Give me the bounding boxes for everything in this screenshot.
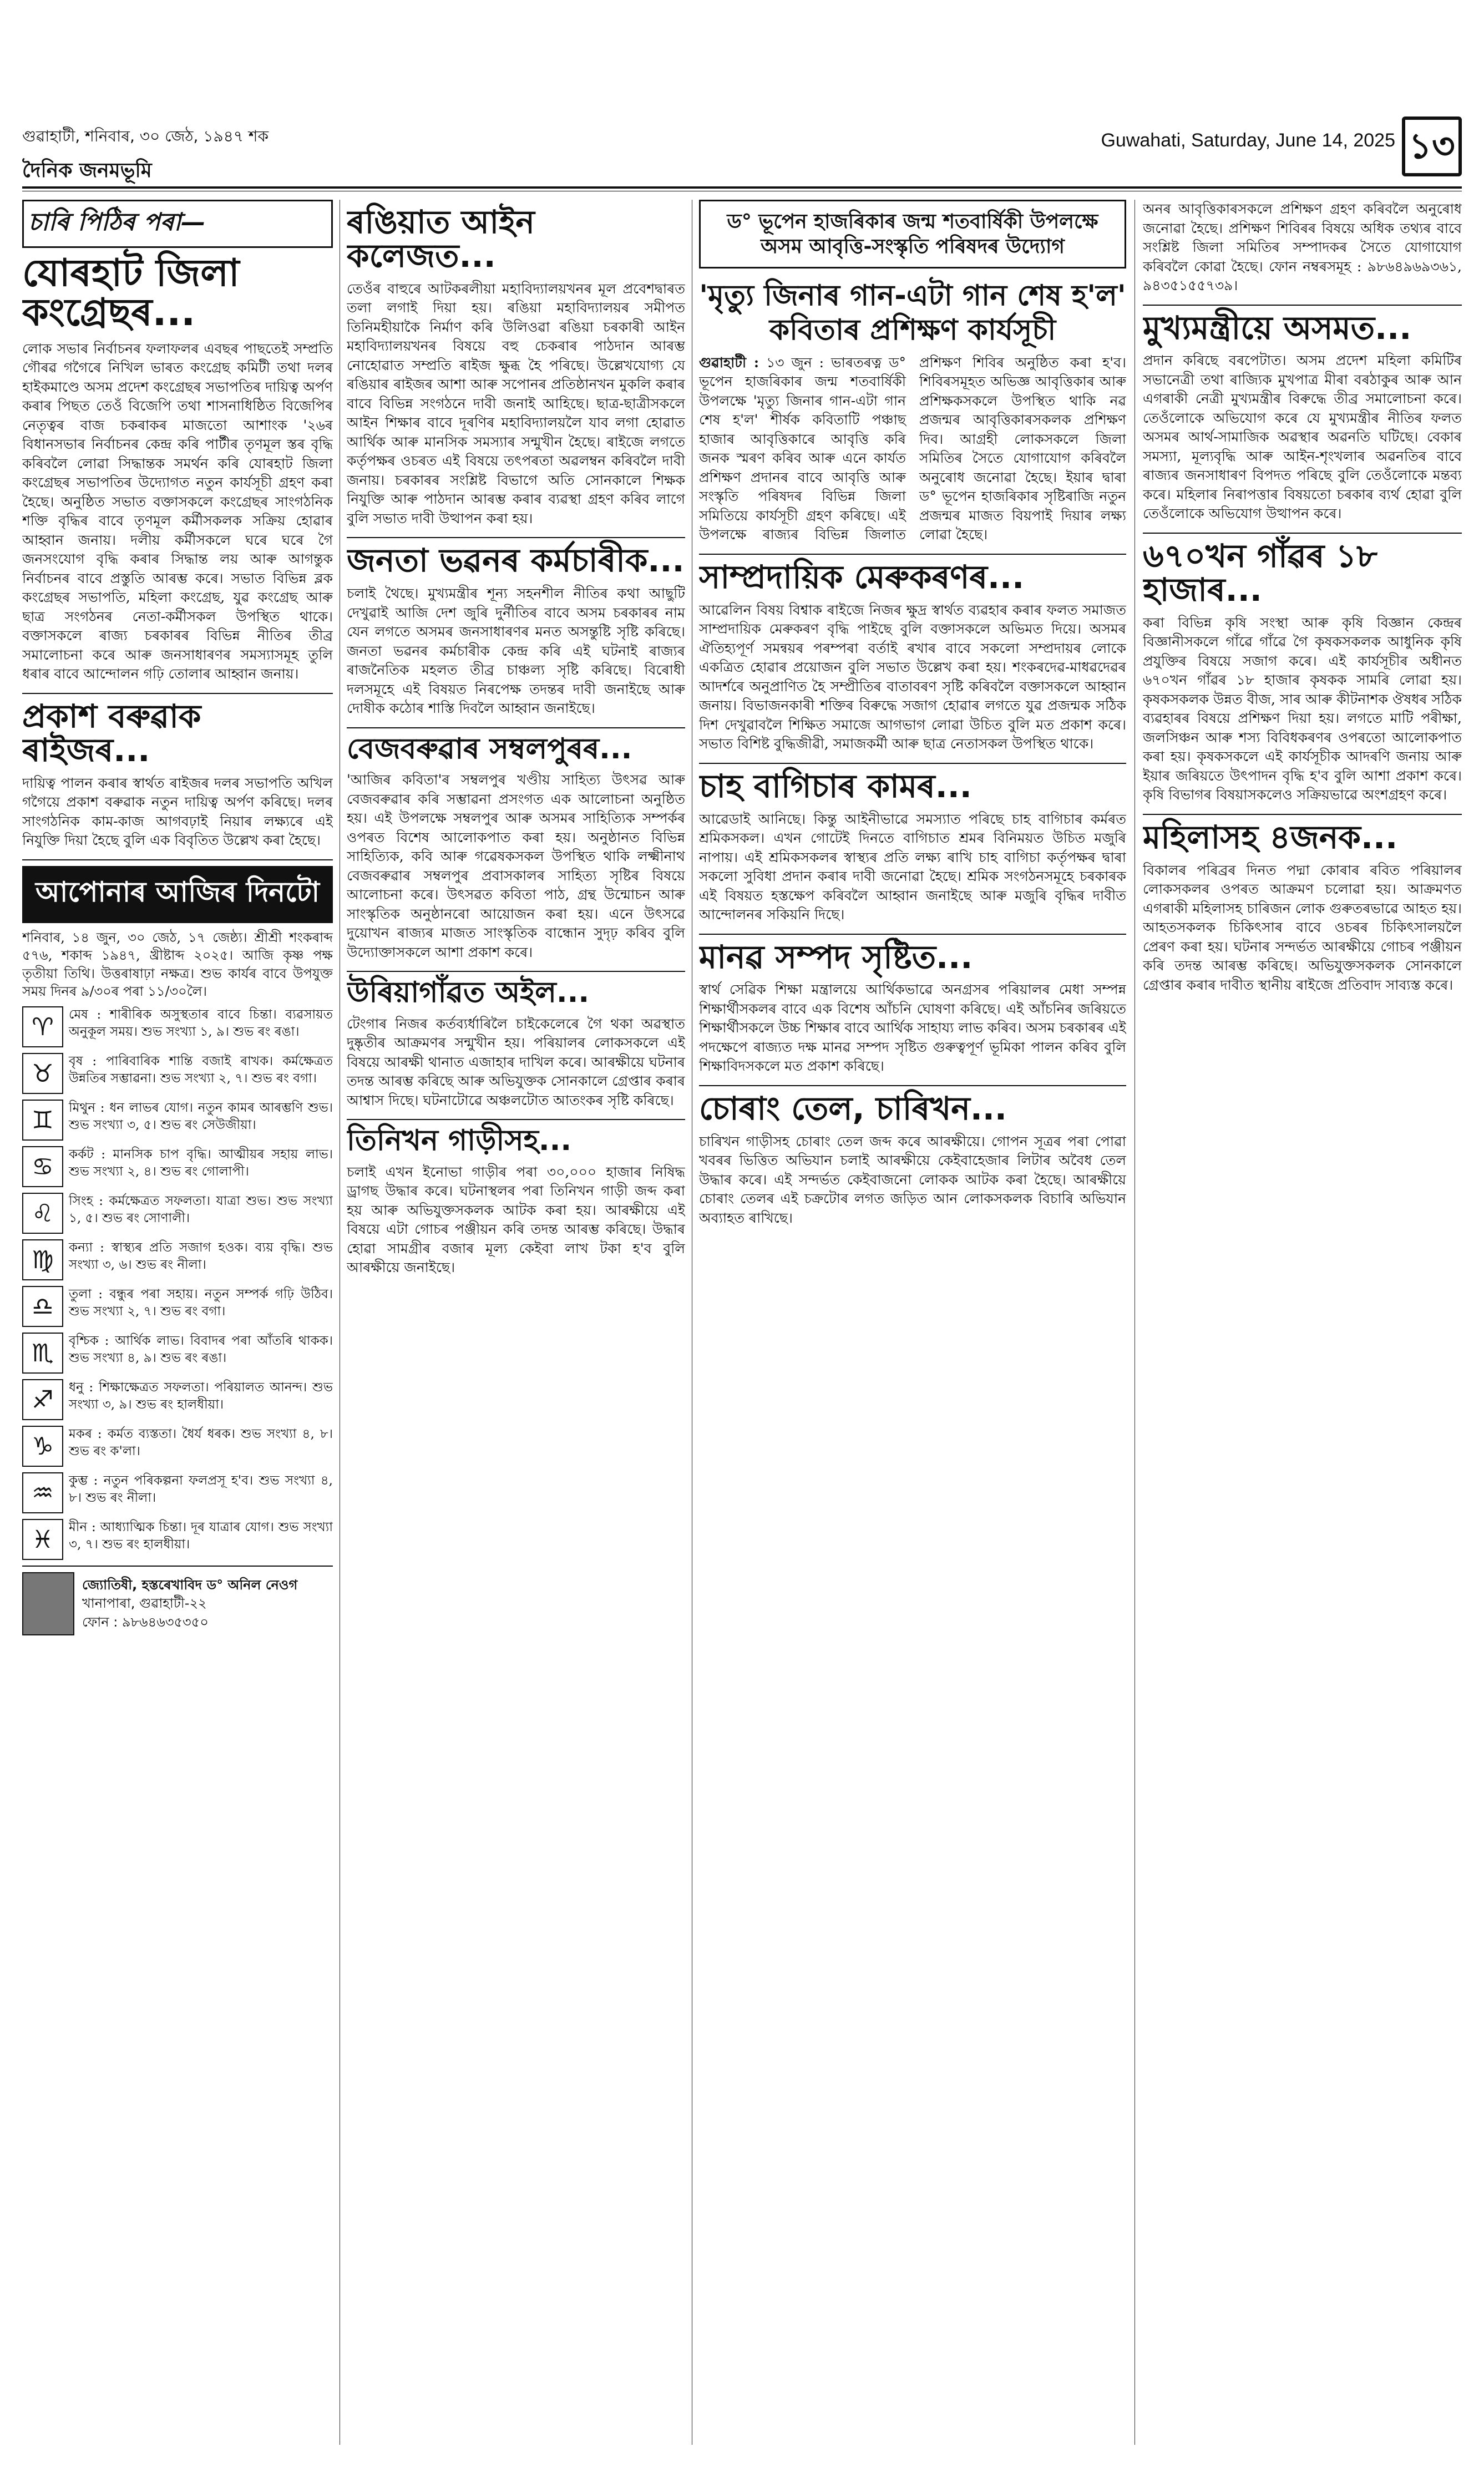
- header-date-assamese: গুৱাহাটী, শনিবাৰ, ৩০ জেঠ, ১৯৪৭ শক: [22, 127, 269, 145]
- article-continuation: অনৰ আবৃত্তিকাৰসকলে প্ৰশিক্ষণ গ্ৰহণ কৰিবলৈ অনুৰোধ জনোৱা হৈছে। প্ৰশিক্ষণ শিবিৰৰ বিষয়ে অধিক তথ্যৰ বাবে সংশ্লিষ্ট জিলা সমিতিৰ সম্পাদকৰ সৈতে যোগাযোগ কৰিবলৈ কোৱা হৈছে। ফোন নম্বৰসমূহ : ৯৮৬৪৯৬৯৩৬১, ৯৪৩৫১৫৫৭৩৯।: [1143, 201, 1462, 293]
- divider: [699, 554, 1126, 555]
- leo-icon: ♌: [22, 1193, 63, 1234]
- horoscope-item: [22, 1379, 333, 1420]
- horoscope-item: [22, 1100, 333, 1141]
- virgo-icon: ♍: [22, 1239, 63, 1280]
- headline-670-villages: ৬৭০খন গাঁৱৰ ১৮ হাজাৰ...: [1143, 536, 1377, 609]
- sagittarius-icon: ♐: [22, 1379, 63, 1420]
- section-kicker: চাৰি পিঠিৰ পৰা—: [22, 200, 333, 248]
- headline-janata-bhawan: জনতা ভৱনৰ কৰ্মচাৰীক...: [347, 541, 685, 580]
- headline-four-including-woman: মহিলাসহ ৪জনক...: [1143, 818, 1398, 856]
- horoscope-item: [22, 1146, 333, 1187]
- headline-three-vehicles: তিনিখন গাড়ীসহ...: [347, 1124, 572, 1158]
- aquarius-icon: ♒: [22, 1472, 63, 1513]
- horoscope-item: [22, 1426, 333, 1467]
- divider: [1143, 305, 1462, 306]
- horoscope-title: আপোনাৰ আজিৰ দিনটো: [22, 866, 333, 923]
- divider: [347, 1119, 685, 1120]
- almanac-text: শনিবাৰ, ১৪ জুন, ৩০ জেঠ, ১৭ জেষ্ঠ্য। শ্ৰীশ্ৰী শংকৰাব্দ ৫৭৬, শকাব্দ ১৯৪৭, খ্ৰীষ্টাব্দ ২০২৫। আজি কৃষ্ণ পক্ষ তৃতীয়া তিথি। উত্তৰাষাঢ়া নক্ষত্ৰ। শুভ কাৰ্যৰ বাবে উপযুক্ত সময় দিনৰ ৯/৩০ৰ পৰা ১১/৩০লৈ।: [22, 929, 333, 1000]
- divider: [699, 934, 1126, 935]
- article-body: আৱেলিন বিষয় বিশ্বাক ৰাইজে নিজৰ ক্ষুদ্ৰ স্বাৰ্থত ব্যৱহাৰ কৰাৰ ফলত সমাজত সাম্প্ৰদায়িক মেৰুকৰণ বৃদ্ধি পাইছে বুলি বক্তাসকলে অভিমত দিয়ে। অসমৰ ঐতিহ্যপূৰ্ণ সমন্বয়ৰ পৰম্পৰা বৰ্তাই ৰখাৰ বাবে সকলো সম্প্ৰদায়ৰ লোকে একত্ৰিত হোৱাৰ প্ৰয়োজন বুলি সভাত উল্লেখ কৰা হয়। শংকৰদেৱ-মাধৱদেৱৰ আদৰ্শৰে অনুপ্ৰাণিত হৈ সম্প্ৰীতিৰ বাতাবৰণ সৃষ্টি কৰিবলৈ বক্তাসকলে আহ্বান জনায়। বিভাজনকাৰী শক্তিৰ বিৰুদ্ধে সজাগ হোৱাৰ লগতে যুৱ প্ৰজন্মক সঠিক দিশ দেখুৱাবলৈ শিক্ষিত সমাজে আগভাগ লোৱা উচিত বুলি মত প্ৰকাশ কৰে। সভাত বিশিষ্ট বুদ্ধিজীৱী, সমাজকৰ্মী আৰু ছাত্ৰ নেতাসকল উপস্থিত থাকে।: [699, 601, 1126, 752]
- article-body: বিকালৰ পৰিব্ৰৰ দিনত পদ্মা কোৰাৰ ৰবিত পৰিয়ালৰ লোকসকলৰ ওপৰত আক্ৰমণ চলোৱা হয়। আক্ৰমণত এগৰাকী মহিলাসহ চাৰিজন লোক গুৰুতৰভাৱে আহত হয়। আহতসকলক চিকিৎসাৰ বাবে ওচৰৰ চিকিৎসালয়লৈ প্ৰেৰণ কৰা হয়। ঘটনাৰ সন্দৰ্ভত আৰক্ষীয়ে গোচৰ পঞ্জীয়ন কৰি তদন্ত আৰম্ভ কৰিছে। অভিযুক্তসকলক সোনকালে গ্ৰেপ্তাৰ কৰাৰ দাবীত স্থানীয় ৰাইজে প্ৰতিবাদ সাব্যস্ত কৰে।: [1143, 862, 1462, 993]
- divider: [347, 537, 685, 538]
- horoscope-item: [22, 1193, 333, 1234]
- masthead: [22, 116, 1462, 200]
- divider: [347, 727, 685, 728]
- horoscope-text: মীন : আধ্যাত্মিক চিন্তা। দূৰ যাত্ৰাৰ যোগ। শুভ সংখ্যা ৩, ৭। শুভ ৰং হালধীয়া।: [69, 1520, 333, 1552]
- headline-communal-polarisation: সাম্প্ৰদায়িক মেৰুকৰণৰ...: [699, 558, 1025, 596]
- horoscope-text: মিথুন : ধন লাভৰ যোগ। নতুন কামৰ আৰম্ভণি শুভ। শুভ সংখ্যা ৩, ৫। শুভ ৰং সেউজীয়া।: [69, 1101, 333, 1132]
- horoscope-text: বৃশ্চিক : আৰ্থিক লাভ। বিবাদৰ পৰা আঁতৰি থাকক। শুভ সংখ্যা ৪, ৯। শুভ ৰং ৰঙা।: [69, 1334, 333, 1365]
- horoscope-text: কন্যা : স্বাস্থ্যৰ প্ৰতি সজাগ হওক। ব্যয় বৃদ্ধি। শুভ সংখ্যা ৩, ৬। শুভ ৰং নীলা।: [69, 1240, 333, 1272]
- column-2: [347, 200, 685, 2445]
- headline-smuggled-oil: চোৰাং তেল, চাৰিখন...: [699, 1089, 1007, 1127]
- horoscope-item: [22, 1333, 333, 1374]
- headline-tea-garden: চাহ বাগিচাৰ কামৰ...: [699, 767, 972, 805]
- divider: [347, 971, 685, 972]
- aries-icon: ♈: [22, 1006, 63, 1047]
- column-1: [22, 200, 333, 2445]
- feature-headline: 'মৃত্যু জিনাৰ গান-এটা গান শেষ হ'ল' কবিতাৰ প্ৰশিক্ষণ কাৰ্যসূচী: [699, 279, 1126, 347]
- headline-rangia-law-college: ৰঙিয়াত আইন কলেজত...: [347, 203, 535, 275]
- page-number: ১৩: [1402, 116, 1462, 176]
- horoscope-text: কৰ্কট : মানসিক চাপ বৃদ্ধি। আত্মীয়ৰ সহায় লাভ। শুভ সংখ্যা ২, ৪। শুভ ৰং গোলাপী।: [69, 1147, 333, 1179]
- article-body: তেওঁৰ বাহুৰে আটকৰলীয়া মহাবিদ্যালয়খনৰ মূল প্ৰবেশদ্বাৰত তলা লগাই দিয়া হয়। ৰঙিয়া মহাবিদ্যালয়ৰ সমীপত তিনিমহীয়াকৈ নিৰ্মাণ কৰি উলিওৱা ৰঙিয়া চৰকাৰী আইন মহাবিদ্যালয়খনৰ বিষয়ে বহু চেকৰাৰ পাঠদান আৰম্ভ নোহোৱাত সম্প্ৰতি ৰাইজ ক্ষুব্ধ হৈ পৰিছে। উল্লেখযোগ্য যে ৰঙিয়াৰ ৰাইজৰ আশা আৰু সপোনৰ প্ৰতিষ্ঠানখন মুকলি কৰাৰ বাবে বিভিন্ন সংগঠনে দাবী জনাই আহিছে। ছাত্ৰ-ছাত্ৰীসকলে আইন শিক্ষাৰ বাবে দূৰণিৰ মহাবিদ্যালয়লৈ যাব লগা হোৱাত আৰ্থিক আৰু মানসিক সমস্যাৰ সন্মুখীন হৈছে। ৰাইজে লগতে কৰ্তৃপক্ষৰ ওচৰত এই বিষয়ে তৎপৰতা অৱলম্বন কৰিবলৈ দাবী জনায়। চৰকাৰৰ সংশ্লিষ্ট বিভাগে অতি সোনকালে শিক্ষক নিযুক্তি আৰু পাঠদান আৰম্ভ কৰাৰ ব্যৱস্থা গ্ৰহণ কৰিব লাগে বুলি সভাত দাবী উত্থাপন কৰা হয়।: [347, 280, 685, 526]
- astrologer-place: খানাপাৰা, গুৱাহাটী-২২: [82, 1595, 207, 1612]
- article-body: লোক সভাৰ নিৰ্বাচনৰ ফলাফলৰ এবছৰ পাছতেই সম্প্ৰতি গৌৰৱ গগৈৰে নিখিল ভাৰত কংগ্ৰেছ কমিটী তথা দলৰ হাইকমাণ্ডে অসম প্ৰদেশ কংগ্ৰেছৰ সভাপতিৰ দায়িত্ব অৰ্পণ কৰাৰ পিছত তেওঁ বিজেপি তথা শাসনাধিষ্ঠিত বিজেপিৰ নেতৃত্বৰ বাজ চকৰাকৰ মাজতো আশাংক '২৬ৰ বিধানসভাৰ নিৰ্বাচনৰ কেন্দ্ৰ কৰি পাৰ্টীৰ তৃণমূল স্তৰ বৃদ্ধি কৰিবলৈ লোৱা সিদ্ধান্তক সমৰ্থন কৰি যোৰহাট জিলা কংগ্ৰেছৰ সভাপতিৰ উদ্যোগত নতুন কাৰ্যসূচী গ্ৰহণ কৰা হৈছে। অনুষ্ঠিত সভাত বক্তাসকলে কংগ্ৰেছৰ সাংগঠনিক শক্তি বৃদ্ধিৰ বাবে তৃণমূল কৰ্মীসকলক সক্ৰিয় হোৱাৰ আহ্বান জনায়। দলীয় কৰ্মীসকলে ঘৰে ঘৰে গৈ জনসংযোগ বৃদ্ধি কৰাৰ সিদ্ধান্ত লয় আৰু আগন্তুক নিৰ্বাচনৰ বাবে প্ৰস্তুতি আৰম্ভ কৰে। সভাত বিভিন্ন ব্লক কংগ্ৰেছৰ সভাপতি, মহিলা কংগ্ৰেছ, যুৱ কংগ্ৰেছ আৰু ছাত্ৰ সংগঠনৰ নেতা-কৰ্মীসকল উপস্থিত থাকে। বক্তাসকলে ৰাজ্য চৰকাৰৰ বিভিন্ন নীতিৰ তীব্ৰ সমালোচনা কৰে আৰু জনসাধাৰণৰ সমস্যাসমূহ তুলি ধৰাৰ বাবে আন্দোলন গঢ়ি তোলাৰ আহ্বান জনায়।: [22, 340, 333, 682]
- article-body: দায়িত্ব পালন কৰাৰ স্বাৰ্থত ৰাইজৰ দলৰ সভাপতি অখিল গগৈয়ে প্ৰকাশ বৰুৱাক নতুন দায়িত্ব অৰ্পণ কৰিছে। দলৰ সাংগঠনিক কাম-কাজ আগবঢ়াই নিয়াৰ লক্ষ্যৰে এই নিযুক্তি দিয়া হৈছে বুলি এক বিবৃতিত উল্লেখ কৰা হৈছে।: [22, 774, 333, 849]
- headline-chief-minister: মুখ্যমন্ত্ৰীয়ে অসমত...: [1143, 308, 1412, 347]
- paper-name: দৈনিক জনমভূমি: [22, 159, 152, 182]
- horoscope-text: মকৰ : কৰ্মত ব্যস্ততা। ধৈৰ্য ধৰক। শুভ সংখ্যা ৪, ৮। শুভ ৰং ক'লা।: [69, 1427, 333, 1458]
- divider: [699, 1085, 1126, 1086]
- horoscope-text: কুম্ভ : নতুন পৰিকল্পনা ফলপ্ৰসূ হ'ব। শুভ সংখ্যা ৪, ৮। শুভ ৰং নীলা।: [69, 1473, 333, 1505]
- taurus-icon: ♉: [22, 1053, 63, 1094]
- gemini-icon: ♊: [22, 1100, 63, 1141]
- horoscope-text: বৃষ : পাৰিবাৰিক শান্তি বজাই ৰাখক। কৰ্মক্ষেত্ৰত উন্নতিৰ সম্ভাৱনা। শুভ সংখ্যা ২, ৭। শুভ ৰং বগা।: [69, 1054, 333, 1086]
- astrologer-name: জ্যোতিষী, হস্তৰেখাবিদ ড° অনিল নেওগ: [82, 1577, 298, 1593]
- headline-uriagaon-oil: উৰিয়াগাঁৱত অইল...: [347, 976, 590, 1010]
- divider: [1143, 814, 1462, 815]
- header-date-english: Guwahati, Saturday, June 14, 2025: [1101, 130, 1395, 151]
- article-body: চাৰিখন গাড়ীসহ চোৰাং তেল জব্দ কৰে আৰক্ষীয়ে। গোপন সূত্ৰৰ পৰা পোৱা খবৰৰ ভিত্তিত অভিযান চলাই আৰক্ষীয়ে কেইবাহেজাৰ লিটাৰ অবৈধ তেল উদ্ধাৰ কৰে। এই সন্দৰ্ভত কেইবাজনো লোকক আটক কৰা হৈছে। আৰক্ষীয়ে চোৰাং তেলৰ এই চক্ৰটোৰ লগত জড়িত আন লোকসকলক বিচাৰি অভিযান অব্যাহত ৰাখিছে।: [699, 1133, 1126, 1226]
- column-divider: [1134, 200, 1135, 2445]
- astrologer-phone: ফোন : ৯৮৬৪৬৩৫৩৫০: [82, 1614, 209, 1630]
- headline-prakash-baruah: প্ৰকাশ বৰুৱাক ৰাইজৰ...: [22, 697, 201, 769]
- cancer-icon: ♋: [22, 1146, 63, 1187]
- scorpio-icon: ♏: [22, 1333, 63, 1374]
- article-body: 'আজিৰ কবিতা'ৰ সম্বলপুৰ খণ্ডীয় সাহিত্য উৎসৱ আৰু বেজবৰুৱাৰ কৰি সম্ভাৱনা প্ৰসংগত এক আলোচনা অনুষ্ঠিত হয়। এই উপলক্ষে সম্বলপুৰ আৰু অসমৰ সাহিত্যিক সম্পৰ্কৰ ওপৰত বিশেষ আলোকপাত কৰা হয়। অনুষ্ঠানত বিভিন্ন সাহিত্যিক, কবি আৰু গৱেষকসকল উপস্থিত থাকি লক্ষ্মীনাথ বেজবৰুৱাৰ সম্বলপুৰ প্ৰবাসকালৰ সাহিত্য সৃষ্টিৰ বিষয়ে আলোচনা কৰে। উৎসৱত কবিতা পাঠ, গ্ৰন্থ উন্মোচন আৰু সাংস্কৃতিক অনুষ্ঠানৰো আয়োজন কৰা হয়। এনে উৎসৱে দুয়োখন ৰাজ্যৰ মাজত সাংস্কৃতিক বান্ধোন সুদৃঢ় কৰিব বুলি উদ্যোক্তাসকলে আশা প্ৰকাশ কৰে।: [347, 772, 685, 960]
- horoscope-item: [22, 1006, 333, 1047]
- horoscope-text: মেষ : শাৰীৰিক অসুস্থতাৰ বাবে চিন্তা। ব্যৱসায়ত অনুকূল সময়। শুভ সংখ্যা ১, ৯। শুভ ৰং ৰঙা।: [69, 1007, 333, 1039]
- article-body: প্ৰদান কৰিছে বৰপেটাত। অসম প্ৰদেশ মহিলা কমিটিৰ সভানেত্ৰী তথা ৰাজ্যিক মুখপাত্ৰ মীৰা বৰঠাকুৰ আৰু আন এগৰাকী নেত্ৰী মুখ্যমন্ত্ৰীৰ বিৰুদ্ধে তীব্ৰ সমালোচনা কৰে। তেওঁলোকে অভিযোগ কৰে যে মুখ্যমন্ত্ৰীৰ নীতিৰ ফলত অসমৰ আৰ্থ-সামাজিক অৱস্থাৰ অৱনতি ঘটিছে। বেকাৰ সমস্যা, মূল্যবৃদ্ধি আৰু আইন-শৃংখলাৰ অৱনতিৰ বাবে ৰাজ্যৰ জনসাধাৰণ বিপদত পৰিছে বুলি তেওঁলোকে মন্তব্য কৰে। মহিলাৰ নিৰাপত্তাৰ বিষয়তো চৰকাৰ ব্যৰ্থ হোৱা বুলি তেওঁলোকে অভিযোগ উত্থাপন কৰে।: [1143, 352, 1462, 522]
- libra-icon: ♎: [22, 1286, 63, 1327]
- horoscope-text: সিংহ : কৰ্মক্ষেত্ৰত সফলতা। যাত্ৰা শুভ। শুভ সংখ্যা ১, ৫। শুভ ৰং সোণালী।: [69, 1194, 333, 1225]
- headline-jorhat-congress: যোৰহাট জিলা কংগ্ৰেছৰ...: [22, 251, 240, 335]
- horoscope-list: [22, 1006, 333, 1560]
- capricorn-icon: ♑: [22, 1426, 63, 1467]
- horoscope-item: [22, 1239, 333, 1280]
- dateline: গুৱাহাটী :: [699, 354, 759, 371]
- divider: [22, 859, 333, 860]
- headline-human-resource: মানৱ সম্পদ সৃষ্টিত...: [699, 938, 973, 976]
- article-body: আৱেডাই আনিছে। কিন্তু আইনীভাৱে সমস্যাত পৰিছে চাহ বাগিচাৰ কৰ্মৰত শ্ৰমিকসকল। এখন গোটেই দিনতে বাগিচাত শ্ৰমৰ বিনিময়ত উচিত মজুৰি নাপায়। এই শ্ৰমিকসকলৰ স্বাস্থ্যৰ প্ৰতি লক্ষ্য ৰাখি চাহ বাগিচা কৰ্তৃপক্ষৰ দ্বাৰা সকলো সুবিধা প্ৰদান কৰাৰ দাবী জনোৱা হৈছে। শ্ৰমিক সংগঠনসমূহে চৰকাৰক এই বিষয়ত হস্তক্ষেপ কৰিবলৈ আহ্বান জনাইছে আৰু মজুৰি বৃদ্ধিৰ দাবীত আন্দোলনৰ সকিয়নি দিছে।: [699, 810, 1126, 923]
- astrologer-photo: [22, 1572, 74, 1635]
- astrologer-credit: [22, 1566, 333, 1635]
- horoscope-item: [22, 1053, 333, 1094]
- feature-banner: ড° ভূপেন হাজৰিকাৰ জন্ম শতবাৰ্ষিকী উপলক্ষে অসম আবৃত্তি-সংস্কৃতি পৰিষদৰ উদ্যোগ: [699, 200, 1126, 269]
- article-body: গুৱাহাটী : ১৩ জুন : ভাৰতৰত্ন ড° ভূপেন হাজৰিকাৰ জন্ম শতবাৰ্ষিকী উপলক্ষে 'মৃত্যু জিনাৰ গান-এটা গান শেষ হ'ল' শীৰ্ষক কবিতাটি পঞ্চাছ হাজাৰ আবৃত্তিকাৰে আবৃত্তি কৰি জনক স্মৰণ কৰিব আৰু এনে কাৰ্যত প্ৰশিক্ষণ প্ৰদানৰ বাবে আবৃত্তি আৰু সংস্কৃতি পৰিষদৰ বিভিন্ন জিলা সমিতিয়ে কাৰ্যসূচী গ্ৰহণ কৰিছে। এই উপলক্ষে ৰাজ্যৰ বিভিন্ন জিলাত প্ৰশিক্ষণ শিবিৰ অনুষ্ঠিত কৰা হ'ব। শিবিৰসমূহত অভিজ্ঞ আবৃত্তিকাৰ আৰু প্ৰশিক্ষকসকলে উপস্থিত থাকি নৱ প্ৰজন্মৰ আবৃত্তিকাৰসকলক প্ৰশিক্ষণ দিব। আগ্ৰহী লোকসকলে জিলা সমিতিৰ সৈতে যোগাযোগ কৰিবলৈ অনুৰোধ জনোৱা হৈছে। ইয়াৰ দ্বাৰা ড° ভূপেন হাজৰিকাৰ সৃষ্টিৰাজি নতুন প্ৰজন্মৰ মাজত বিয়পাই দিয়াৰ লক্ষ্য লোৱা হৈছে।: [699, 354, 1126, 543]
- article-body: টেংগাৰ নিজৰ কৰ্তব্যৰ্ধাৰিলৈ চাইকেলেৰে গৈ থকা অৱস্থাত দুষ্কৃতীৰ আক্ৰমণৰ সন্মুখীন হয়। পৰিয়ালৰ লোকসকলে এই বিষয়ে আৰক্ষী থানাত এজাহাৰ দাখিল কৰে। আৰক্ষীয়ে ঘটনাৰ তদন্ত আৰম্ভ কৰিছে আৰু অভিযুক্তক সোনকালে গ্ৰেপ্তাৰ কৰাৰ আশ্বাস দিছে। ঘটনাটোৱে অঞ্চলটোত আতংকৰ সৃষ্টি কৰিছে।: [347, 1015, 685, 1108]
- column-3: [699, 200, 1126, 2445]
- horoscope-item: [22, 1519, 333, 1560]
- pisces-icon: ♓: [22, 1519, 63, 1560]
- header-rule: [22, 186, 1462, 189]
- divider: [1143, 533, 1462, 534]
- column-4: [1143, 200, 1462, 2445]
- feature-body-columns: [699, 353, 1126, 545]
- article-body: স্বাৰ্থ সেৱিক শিক্ষা মন্ত্ৰালয়ে আৰ্থিকভাৱে অনগ্ৰসৰ পৰিয়ালৰ মেধা সম্পন্ন শিক্ষাৰ্থীসকলৰ বাবে এক বিশেষ আঁচনি ঘোষণা কৰিছে। এই আঁচনিৰ জৰিয়তে শিক্ষাৰ্থীসকলে উচ্চ শিক্ষাৰ বাবে আৰ্থিক সাহায্য লাভ কৰিব। অসম চৰকাৰৰ এই পদক্ষেপে ৰাজ্যত দক্ষ মানৱ সম্পদ সৃষ্টিত গুৰুত্বপূৰ্ণ ভূমিকা পালন কৰিব বুলি শিক্ষাবিদসকলে মত প্ৰকাশ কৰিছে।: [699, 981, 1126, 1075]
- article-body: চলাই থৈছে। মুখ্যমন্ত্ৰীৰ শূন্য সহনশীল নীতিৰ কথা আছুটি দেখুৱাই আজি দেশ জুৰি দুৰ্নীতিৰ বাবে অসম চৰকাৰৰ নাম যেন লগতে অসমৰ জনসাধাৰণৰ মনত অসন্তুষ্টি সৃষ্টি কৰিছে। জনতা ভৱনৰ কৰ্মচাৰীক কেন্দ্ৰ কৰি এই ঘটনাই ৰাজ্যৰ ৰাজনৈতিক মহলত তীব্ৰ চাঞ্চল্য সৃষ্টি কৰিছে। বিৰোধী দলসমূহে এই বিষয়ত নিৰপেক্ষ তদন্তৰ দাবী জনাইছে আৰু দোষীক কঠোৰ শাস্তি দিবলৈ আহ্বান জনাইছে।: [347, 585, 685, 717]
- horoscope-text: তুলা : বন্ধুৰ পৰা সহায়। নতুন সম্পৰ্ক গঢ়ি উঠিব। শুভ সংখ্যা ২, ৭। শুভ ৰং বগা।: [69, 1287, 333, 1319]
- article-body: চলাই এখন ইনোভা গাড়ীৰ পৰা ৩০,০০০ হাজাৰ নিষিদ্ধ ড্ৰাগছ উদ্ধাৰ কৰে। ঘটনাস্থলৰ পৰা তিনিখন গাড়ী জব্দ কৰা হয় আৰু অভিযুক্তসকলক আটক কৰা হয়। আৰক্ষীয়ে এই বিষয়ে এটা গোচৰ পঞ্জীয়ন কৰি তদন্ত আৰম্ভ কৰিছে। উদ্ধাৰ হোৱা সামগ্ৰীৰ বজাৰ মূল্য কেইবা লাখ টকা হ'ব বুলি আৰক্ষীয়ে জনাইছে।: [347, 1163, 685, 1276]
- divider: [22, 693, 333, 694]
- horoscope-text: ধনু : শিক্ষাক্ষেত্ৰত সফলতা। পৰিয়ালত আনন্দ। শুভ সংখ্যা ৩, ৯। শুভ ৰং হালধীয়া।: [69, 1380, 333, 1412]
- headline-bezbaruah-sambalpur: বেজবৰুৱাৰ সম্বলপুৰৰ...: [347, 732, 632, 766]
- horoscope-item: [22, 1286, 333, 1327]
- horoscope-item: [22, 1472, 333, 1513]
- article-body: কৰা বিভিন্ন কৃষি সংস্থা আৰু কৃষি বিজ্ঞান কেন্দ্ৰৰ বিজ্ঞানীসকলে গাঁৱে গাঁৱে গৈ কৃষকসকলক আধুনিক কৃষি প্ৰযুক্তিৰ বিষয়ে সজাগ কৰে। এই কাৰ্যসূচীৰ অধীনত ৬৭০খন গাঁৱৰ ১৮ হাজাৰ কৃষকক সামৰি লোৱা হয়। কৃষকসকলক উন্নত বীজ, সাৰ আৰু কীটনাশক ঔষধৰ সঠিক ব্যৱহাৰৰ বিষয়ে প্ৰশিক্ষণ দিয়া হয়। লগতে মাটি পৰীক্ষা, জলসিঞ্চন আৰু শস্য বিবিধকৰণৰ ওপৰতো আলোকপাত কৰা হয়। কৃষকসকলে এই কাৰ্যসূচীক আদৰণি জনায় আৰু ইয়াৰ জৰিয়তে উৎপাদন বৃদ্ধি হ'ব বুলি আশা প্ৰকাশ কৰে। কৃষি বিভাগৰ বিষয়াসকলেও সক্ৰিয়ভাৱে অংশগ্ৰহণ কৰে।: [1143, 614, 1462, 803]
- divider: [699, 763, 1126, 764]
